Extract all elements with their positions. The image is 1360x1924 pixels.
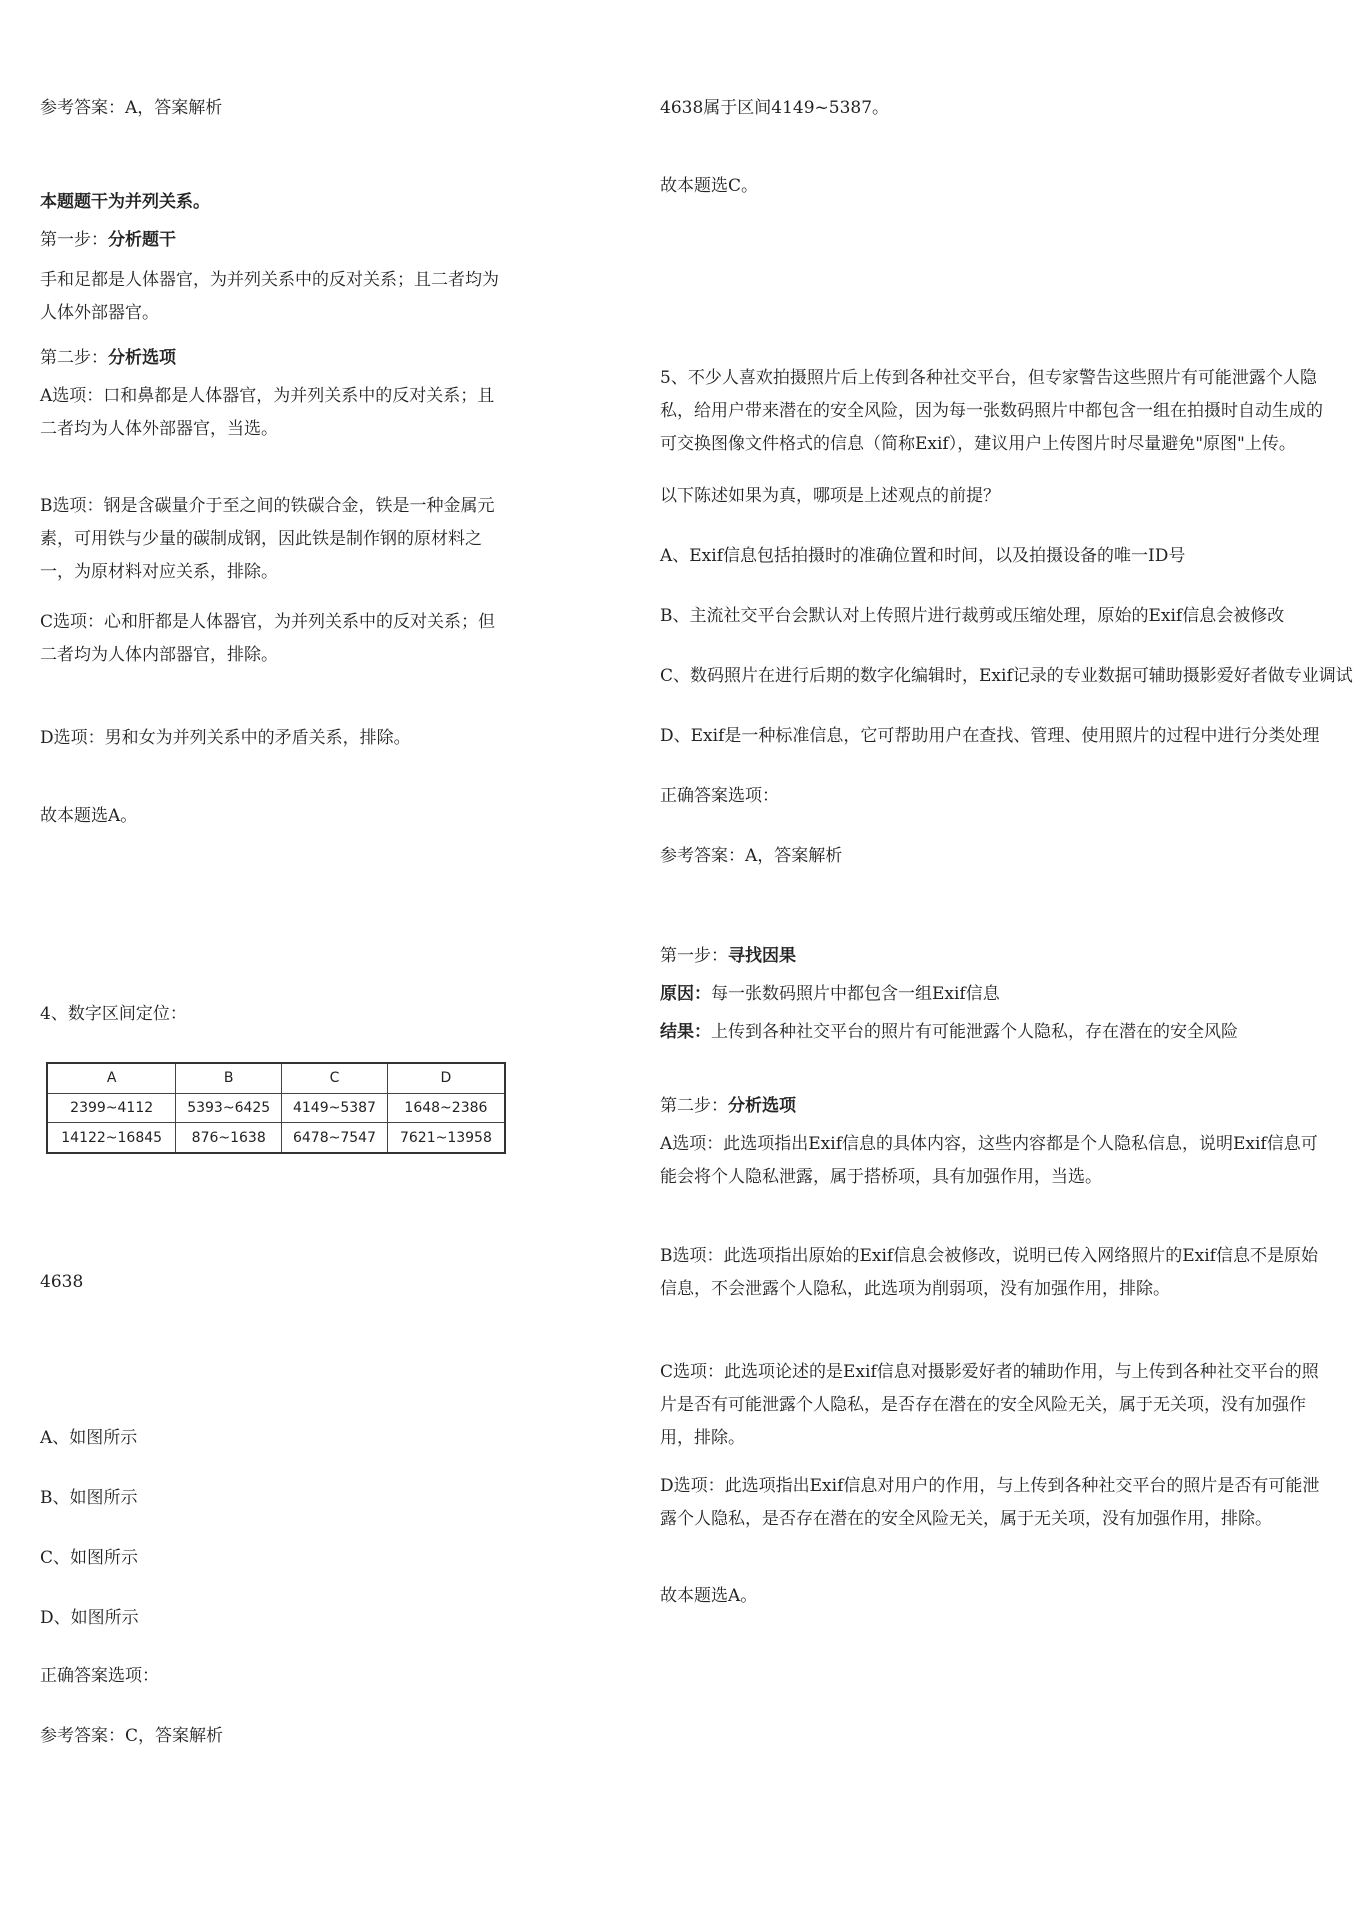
option-b-analysis: B选项：此选项指出原始的Exif信息会被修改，说明已传入网络照片的Exif信息不是原始信息，不会泄露个人隐私，此选项为削弱项，没有加强作用，排除。 <box>660 1246 1318 1299</box>
step-label: 第一步： <box>40 230 108 250</box>
step-two <box>660 1090 1325 1123</box>
table-cell: 1648~2386 <box>387 1093 505 1122</box>
step-label: 第二步： <box>40 348 108 368</box>
table-cell: 6478~7547 <box>282 1123 388 1153</box>
option-b-analysis: B选项：钢是含碳量介于至之间的铁碳合金，铁是一种金属元素，可用铁与少量的碳制成钢，因此铁是制作钢的原材料之一，为原材料对应关系，排除。 <box>40 496 495 582</box>
question-5-text: 5、不少人喜欢拍摄照片后上传到各种社交平台，但专家警告这些照片有可能泄露个人隐私，给用户带来潜在的安全风险，因为每一张数码照片中都包含一组在拍摄时自动生成的可交换图像文件格式的信息（简称Exif），建议用户上传图片时尽量避免"原图"上传。 <box>660 368 1323 454</box>
table-cell: 14122~16845 <box>47 1123 176 1153</box>
table-cell: 5393~6425 <box>176 1093 282 1122</box>
table-row <box>47 1123 505 1153</box>
answer-option-d: D、如图所示 <box>40 1608 139 1628</box>
question-5-prompt: 以下陈述如果为真，哪项是上述观点的前提？ <box>660 486 1000 506</box>
table-header: B <box>176 1063 282 1093</box>
step-one <box>660 940 1325 973</box>
interval-table <box>46 1062 506 1154</box>
answer-option-a: A、如图所示 <box>40 1428 138 1448</box>
table-header: A <box>47 1063 176 1093</box>
table-header: C <box>282 1063 388 1093</box>
option-d-analysis: D选项：男和女为并列关系中的矛盾关系，排除。 <box>40 728 411 748</box>
table-row <box>47 1093 505 1122</box>
cause-label: 原因： <box>660 984 711 1004</box>
conclusion: 故本题选C。 <box>660 176 759 196</box>
table-cell: 876~1638 <box>176 1123 282 1153</box>
step-label: 第二步： <box>660 1096 728 1116</box>
interval-statement: 4638属于区间4149~5387。 <box>660 98 890 118</box>
step-title: 分析选项 <box>728 1096 796 1116</box>
result-text: 上传到各种社交平台的照片有可能泄露个人隐私，存在潜在的安全风险 <box>711 1022 1238 1042</box>
question-4-title: 4、数字区间定位： <box>40 1004 187 1024</box>
step-one <box>40 224 505 257</box>
step-title: 分析题干 <box>108 230 176 250</box>
table-cell: 4149~5387 <box>282 1093 388 1122</box>
cause-text: 每一张数码照片中都包含一组Exif信息 <box>711 984 1000 1004</box>
table-header: D <box>387 1063 505 1093</box>
option-c-analysis: C选项：心和肝都是人体器官，为并列关系中的反对关系；但二者均为人体内部器官，排除。 <box>40 612 496 665</box>
step-label: 第一步： <box>660 946 728 966</box>
option-c-analysis: C选项：此选项论述的是Exif信息对摄影爱好者的辅助作用，与上传到各种社交平台的照片是否有可能泄露个人隐私，是否存在潜在的安全风险无关，属于无关项，没有加强作用，排除。 <box>660 1362 1319 1448</box>
topic-heading: 本题题干为并列关系。 <box>40 192 210 212</box>
conclusion: 故本题选A。 <box>660 1586 758 1606</box>
table-header-row <box>47 1063 505 1093</box>
table-cell: 7621~13958 <box>387 1123 505 1153</box>
reference-answer: 参考答案：A，答案解析 <box>40 98 223 118</box>
answer-option-a: A、Exif信息包括拍摄时的准确位置和时间，以及拍摄设备的唯一ID号 <box>660 546 1186 566</box>
step-two <box>40 342 505 375</box>
result-line <box>660 1016 1325 1049</box>
cause-line <box>660 978 1325 1011</box>
step-one-text: 手和足都是人体器官，为并列关系中的反对关系；且二者均为人体外部器官。 <box>40 270 499 323</box>
answer-option-c: C、如图所示 <box>40 1548 139 1568</box>
option-d-analysis: D选项：此选项指出Exif信息对用户的作用，与上传到各种社交平台的照片是否有可能泄露个人隐私，是否存在潜在的安全风险无关，属于无关项，没有加强作用，排除。 <box>660 1476 1320 1529</box>
result-label: 结果： <box>660 1022 711 1042</box>
correct-answer-label: 正确答案选项： <box>660 786 779 806</box>
correct-answer-label: 正确答案选项： <box>40 1666 159 1686</box>
question-4-number: 4638 <box>40 1272 84 1292</box>
step-title: 寻找因果 <box>728 946 796 966</box>
option-a-analysis: A选项：此选项指出Exif信息的具体内容，这些内容都是个人隐私信息，说明Exif信息可能会将个人隐私泄露，属于搭桥项，具有加强作用，当选。 <box>660 1134 1318 1187</box>
conclusion: 故本题选A。 <box>40 806 138 826</box>
step-title: 分析选项 <box>108 348 176 368</box>
reference-answer: 参考答案：C，答案解析 <box>40 1726 224 1746</box>
reference-answer: 参考答案：A，答案解析 <box>660 846 843 866</box>
table-cell: 2399~4112 <box>47 1093 176 1122</box>
answer-option-b: B、主流社交平台会默认对上传照片进行裁剪或压缩处理，原始的Exif信息会被修改 <box>660 606 1285 626</box>
option-a-analysis: A选项：口和鼻都是人体器官，为并列关系中的反对关系；且二者均为人体外部器官，当选。 <box>40 386 495 439</box>
answer-option-d: D、Exif是一种标准信息，它可帮助用户在查找、管理、使用照片的过程中进行分类处理 <box>660 726 1320 746</box>
answer-option-c: C、数码照片在进行后期的数字化编辑时，Exif记录的专业数据可辅助摄影爱好者做专业调试 <box>660 666 1353 686</box>
answer-option-b: B、如图所示 <box>40 1488 138 1508</box>
